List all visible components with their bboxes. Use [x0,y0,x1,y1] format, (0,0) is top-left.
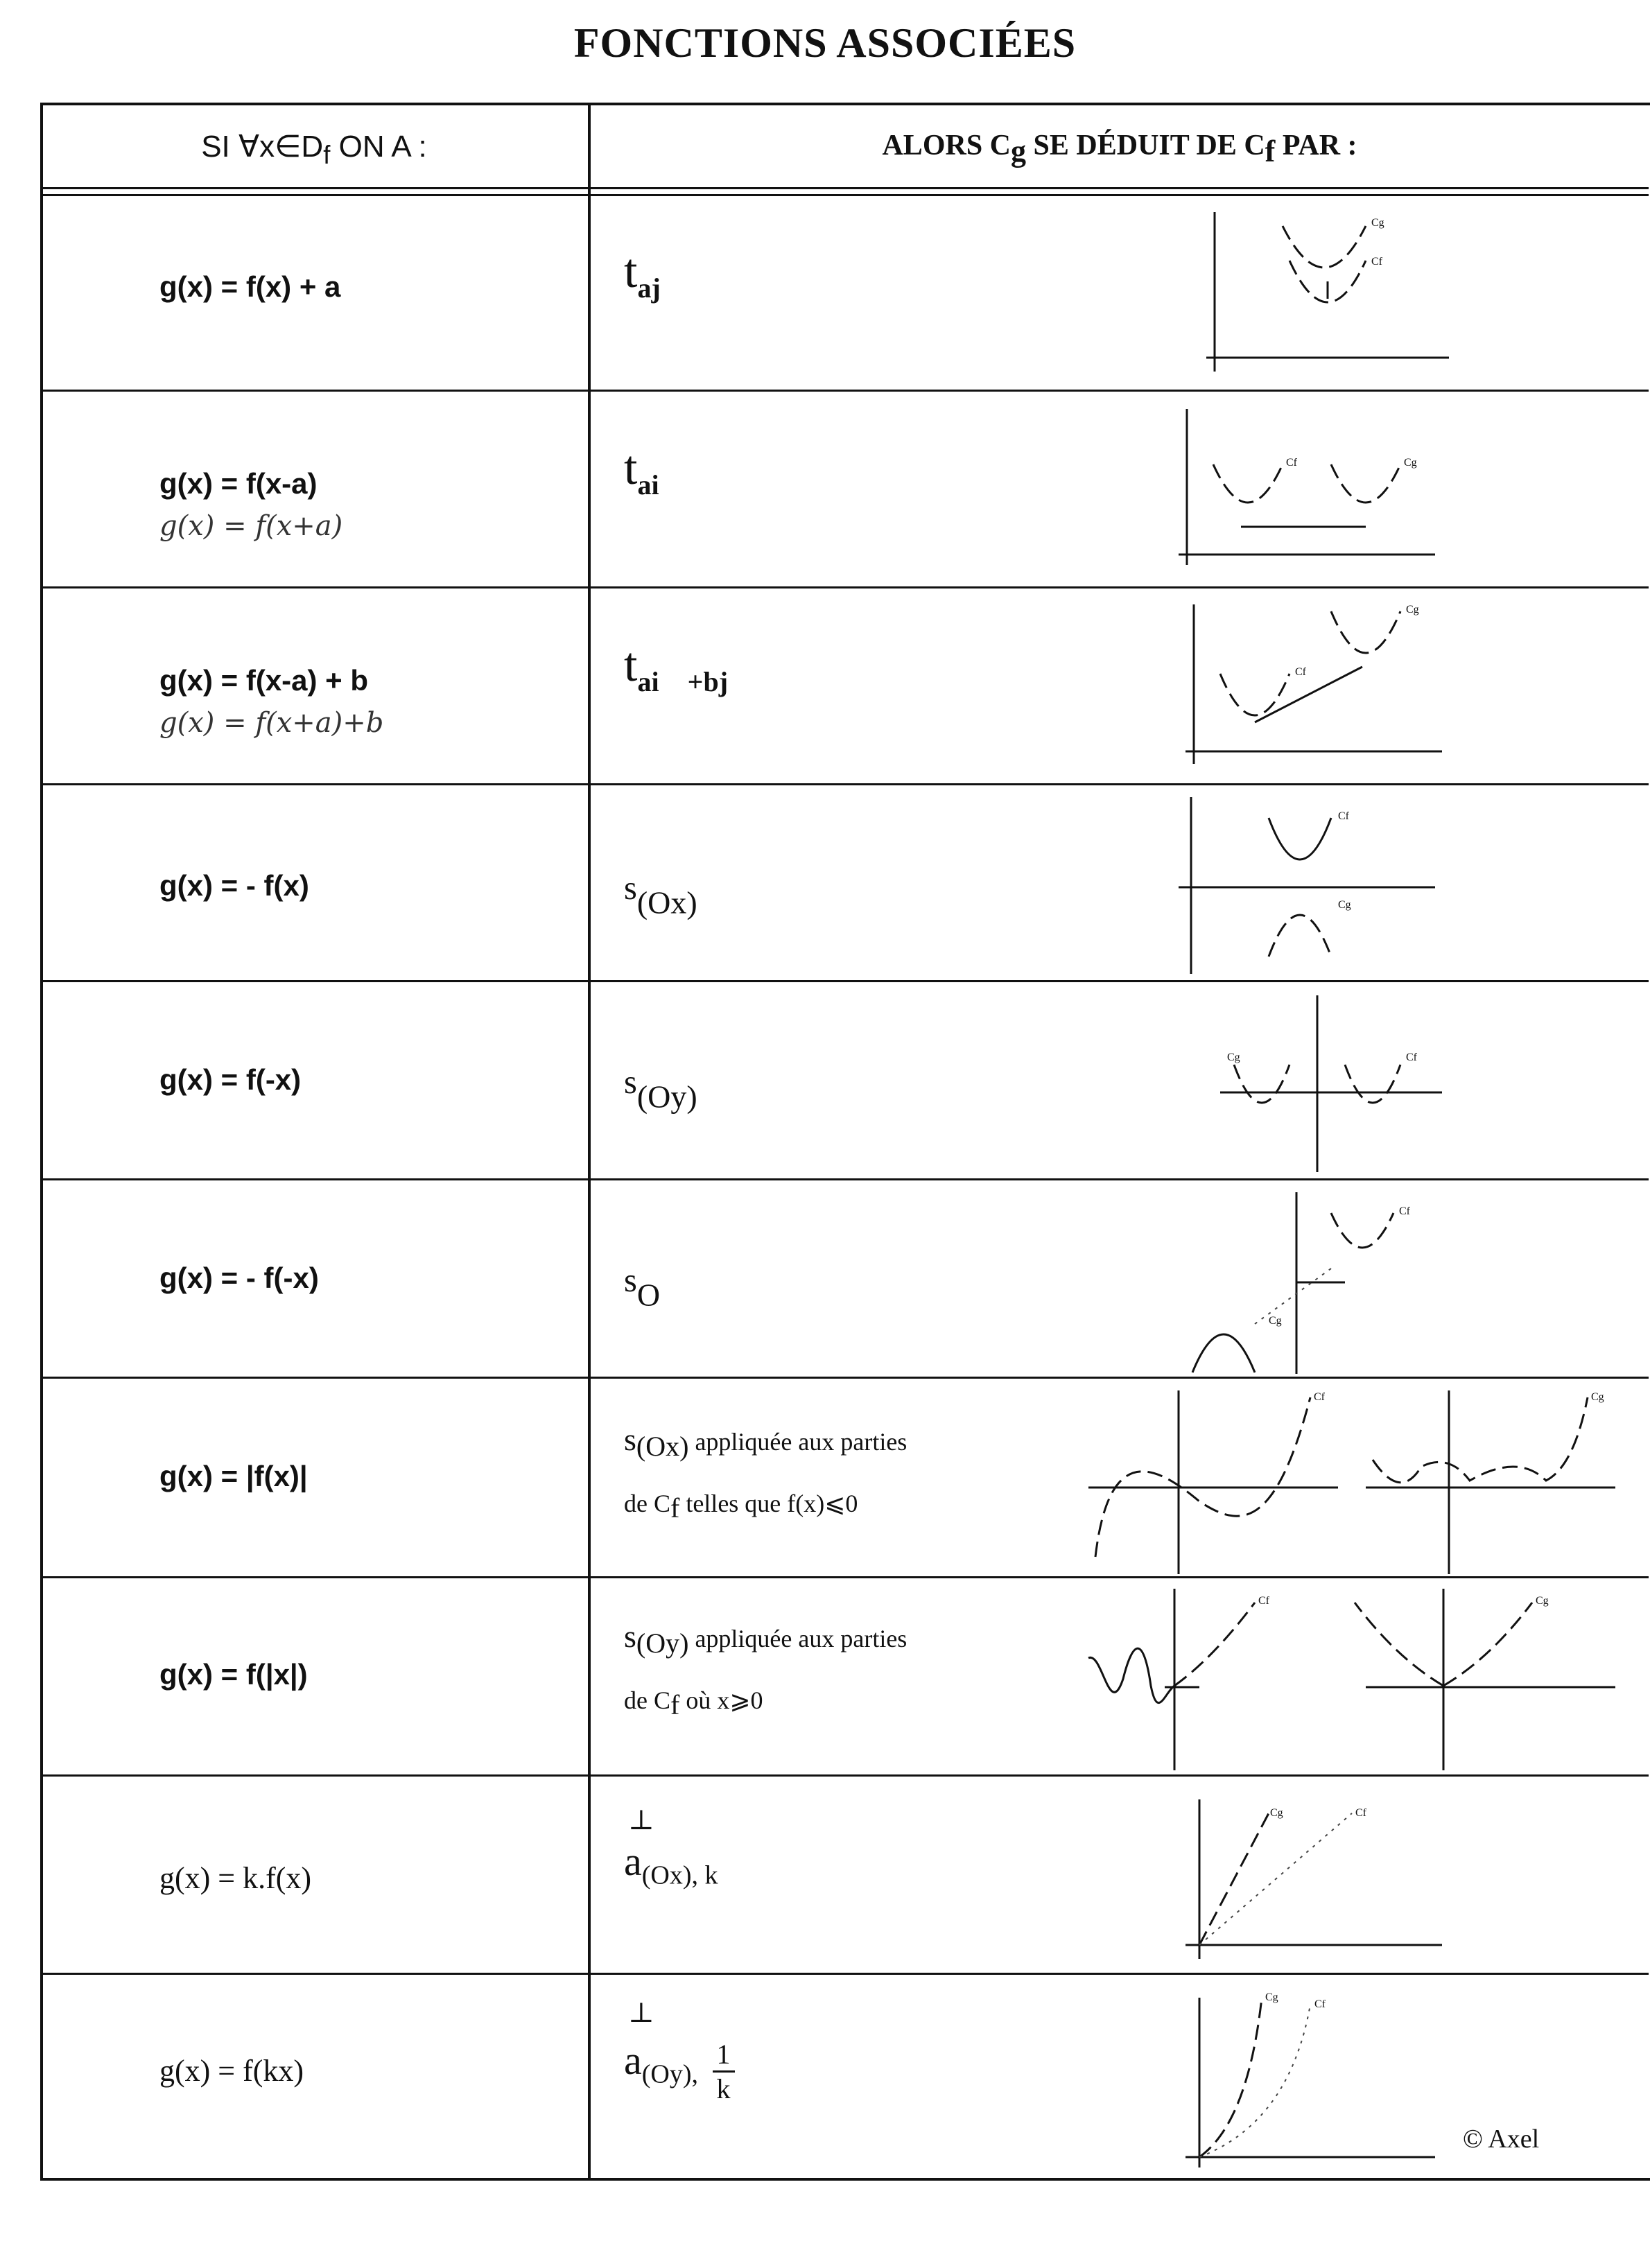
row-divider [40,783,1649,785]
svg-text:Cf: Cf [1286,457,1297,469]
transformation-row-10: ⊥ $a_{(Oy),}$ $\frac{1}{k}$ [624,2031,735,2098]
row-divider [40,1973,1649,1975]
header-divider-2 [40,194,1649,196]
graph-row-6 [1179,1185,1456,1376]
graph-row-4 [1172,790,1449,977]
row-divider [40,1178,1649,1180]
svg-text:Cg: Cg [1227,1052,1240,1063]
page-title: FONCTIONS ASSOCIÉES [573,20,1077,66]
svg-text:Cg: Cg [1406,604,1419,616]
graph-row-9 [1179,1786,1456,1966]
svg-text:Cf: Cf [1406,1052,1417,1063]
transformation-row-7: $s_{(Ox)}$ appliquée aux parties de $C_f$ telles que f(x)⩽0 [624,1422,908,1524]
graph-row-2 [1172,402,1449,575]
header-left: SI $\forall x\in D_f$ ON A : [201,130,427,169]
graph-row-1 [1192,205,1456,378]
svg-text:Cf: Cf [1338,810,1349,822]
graph-row-8b [1359,1582,1622,1772]
row-divider [40,980,1649,982]
svg-text:Cg: Cg [1371,217,1384,229]
graph-row-10 [1179,1984,1442,2171]
table-header [40,105,1649,189]
transformation-row-1: $t_{aj⃗}$ [624,245,682,304]
graph-row-7b [1359,1384,1622,1578]
svg-text:Cg: Cg [1265,1991,1278,2003]
svg-text:Cg: Cg [1591,1391,1604,1403]
transformation-row-4: $^s$(Ox) [624,870,697,921]
graph-row-7a [1082,1384,1345,1578]
header-right: ALORS $C_g$ SE DÉDUIT DE $C_f$ PAR : [882,130,1357,168]
header-divider [40,187,1649,189]
transformation-row-2: $t_{ai⃗}$ [624,442,681,500]
svg-text:Cg: Cg [1404,457,1417,469]
transformation-row-9: ⊥ $a_{(Ox), k}$ [624,1804,718,1890]
transformation-row-6: $^s$O [624,1262,661,1313]
transformation-row-5: $^s$(Oy) [624,1064,697,1115]
svg-text:Cg: Cg [1338,899,1351,911]
graph-row-3 [1179,597,1456,771]
transformation-row-3: $t_{ai⃗ +bj⃗}$ [624,638,750,697]
svg-text:Cf: Cf [1314,1998,1326,2010]
row-divider [40,390,1649,392]
graph-row-5 [1206,988,1456,1176]
svg-text:Cg: Cg [1269,1315,1282,1327]
row-divider [40,1377,1649,1379]
svg-text:Cf: Cf [1295,666,1306,678]
svg-text:Cf: Cf [1371,256,1382,268]
transformation-row-8: $s_{(Oy)}$ appliquée aux parties de $C_f$ où x⩾0 [624,1619,908,1721]
svg-text:Cf: Cf [1355,1807,1366,1819]
svg-text:Cg: Cg [1270,1807,1283,1819]
copyright: © Axel [1463,2125,1540,2154]
svg-text:Cf: Cf [1258,1595,1269,1607]
graph-row-8a [1082,1582,1345,1772]
column-divider [588,103,591,2178]
row-divider [40,1774,1649,1777]
svg-text:Cf: Cf [1399,1205,1410,1217]
svg-text:Cg: Cg [1536,1595,1549,1607]
row-divider [40,586,1649,588]
svg-text:Cf: Cf [1314,1391,1325,1403]
